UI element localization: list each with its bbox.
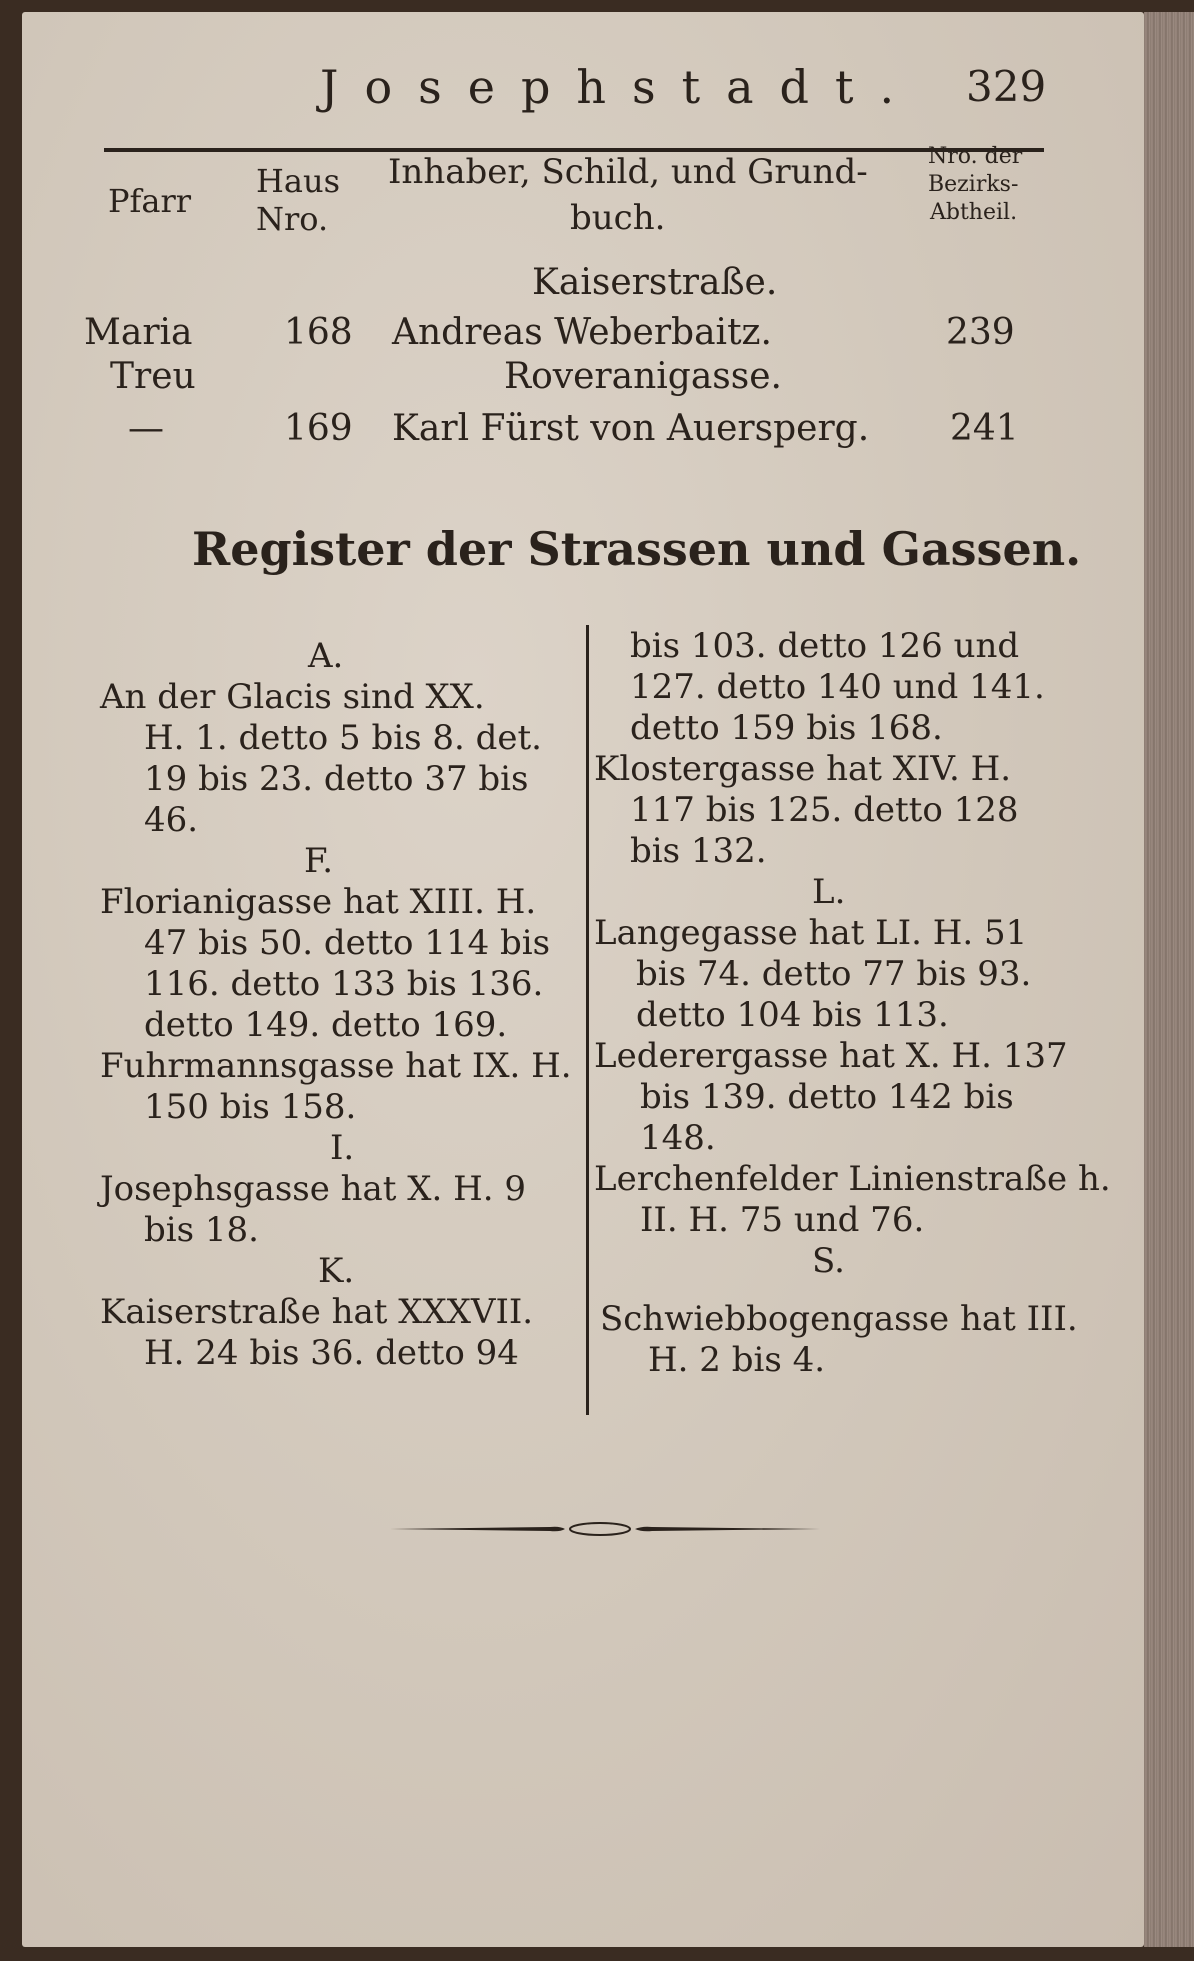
index-letter: L. [812,872,846,912]
register-entry: 46. [144,800,199,840]
register-entry: H. 1. detto 5 bis 8. det. [144,718,542,758]
street-heading: Roveranigasse. [504,356,782,397]
register-entry: detto 159 bis 168. [630,708,943,748]
register-entry: 19 bis 23. detto 37 bis [144,759,529,799]
page-number: 329 [966,62,1047,111]
register-entry: II. H. 75 und 76. [640,1200,925,1240]
register-entry: detto 104 bis 113. [636,995,949,1035]
register-entry: Schwiebbogengasse hat III. [600,1299,1078,1339]
register-entry: bis 18. [144,1210,259,1250]
owner-cell: Karl Fürst von Auersperg. [392,408,870,449]
index-letter: K. [318,1251,355,1291]
index-letter: F. [304,841,334,881]
column-header-haus-nro: Nro. [256,200,329,238]
street-heading: Kaiserstraße. [532,262,778,303]
register-entry: 127. detto 140 und 141. [630,667,1045,707]
register-entry: bis 103. detto 126 und [630,626,1020,666]
column-divider [586,625,589,1415]
register-entry: H. 24 bis 36. detto 94 [144,1333,519,1373]
column-header-nro-bezirks: Bezirks- [928,172,1019,197]
register-entry: bis 74. detto 77 bis 93. [636,954,1032,994]
register-title: Register der Strassen und Gassen. [192,522,1082,576]
register-entry: 116. detto 133 bis 136. [144,964,544,1004]
register-entry: 148. [640,1118,716,1158]
register-entry: Klostergasse hat XIV. H. [594,749,1012,789]
register-entry: H. 2 bis 4. [648,1340,826,1380]
register-entry: bis 139. detto 142 bis [640,1077,1014,1117]
department-number-cell: 241 [950,408,1019,449]
column-header-nro-abtheil: Abtheil. [930,200,1018,225]
register-entry: An der Glacis sind XX. [100,677,485,717]
column-header-inhaber-cont: buch. [570,198,666,238]
parish-cell: Treu [110,356,196,397]
register-entry: 47 bis 50. detto 114 bis [144,923,551,963]
register-entry: 117 bis 125. detto 128 [630,790,1019,830]
decorative-rule [390,1522,820,1536]
register-entry: Fuhrmannsgasse hat IX. H. [100,1046,572,1086]
department-number-cell: 239 [946,312,1015,353]
running-title: Josephstadt. [320,60,921,114]
register-entry: Josephsgasse hat X. H. 9 [100,1169,526,1209]
register-entry: Kaiserstraße hat XXXVII. [100,1292,534,1332]
register-entry: 150 bis 158. [144,1087,357,1127]
house-number-cell: 168 [284,312,353,353]
index-letter: I. [330,1128,355,1168]
column-header-inhaber: Inhaber, Schild, und Grund- [388,152,868,192]
register-entry: bis 132. [630,831,767,871]
column-header-haus: Haus [256,162,341,200]
house-number-cell: 169 [284,408,353,449]
column-header-nro: Nro. der [928,144,1023,169]
register-entry: Lederergasse hat X. H. 137 [594,1036,1068,1076]
register-entry: Lerchenfelder Linienstraße h. [594,1159,1111,1199]
owner-cell: Andreas Weberbaitz. [392,312,772,353]
register-entry: Langegasse hat LI. H. 51 [594,913,1028,953]
index-letter: S. [812,1241,845,1281]
column-header-pfarr: Pfarr [108,182,192,220]
page-edge [1144,12,1194,1947]
parish-cell: Maria [84,312,193,353]
register-entry: detto 149. detto 169. [144,1005,508,1045]
index-letter: A. [308,636,344,676]
parish-cell: — [128,408,164,449]
register-entry: Florianigasse hat XIII. H. [100,882,537,922]
